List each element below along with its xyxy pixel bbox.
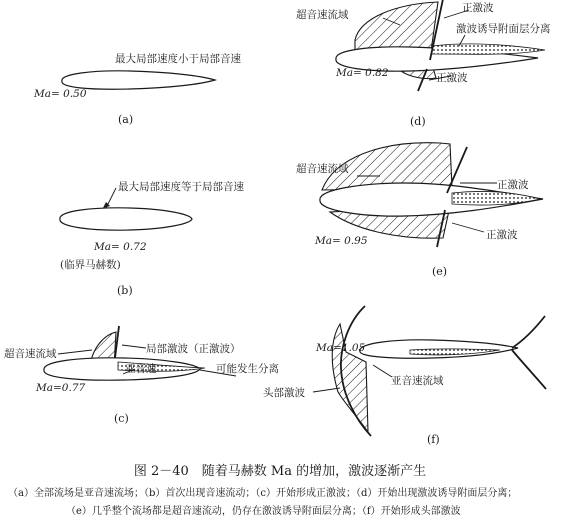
subsonic-label: 亚音速 [125, 363, 157, 375]
caption-line-1: （a）全部流场是亚音速流场；（b）首次出现音速流动；（c）开始形成正激波；（d）开始出现激波诱导附面层分离； [8, 488, 518, 499]
panel-tag: (a) [118, 113, 134, 126]
separation-label: 可能发生分离 [216, 363, 279, 375]
mach-label: Ma=0.77 [36, 382, 86, 394]
figure-caption [8, 463, 517, 517]
panel-tag: (d) [410, 115, 426, 128]
upper-trailing-shock [512, 316, 545, 348]
separation-wake [452, 191, 540, 205]
panel-tag: (c) [114, 412, 129, 425]
bow-shock-label: 头部激波 [263, 387, 305, 399]
upper-normal-shock-label: 正激波 [462, 2, 494, 14]
mach-label: Ma= 0.72 [94, 241, 147, 253]
panel-tag: (b) [117, 284, 133, 297]
panel-c [4, 326, 279, 425]
critical-mach-note: (临界马赫数) [60, 259, 121, 271]
supersonic-zone-label: 超音速流域 [4, 348, 57, 360]
mach-label: Ma= 0.50 [34, 88, 87, 100]
local-speed-note: 最大局部速度等于局部音速 [118, 181, 244, 193]
local-shock-label: 局部激波（正激波） [146, 343, 241, 355]
lower-trailing-shock [512, 350, 546, 389]
caption-line-2: （e）几乎整个流场都是超音速流动，仍存在激波诱导附面层分离；（f）开始形成头部激波 [66, 506, 461, 517]
separation-wake [432, 44, 545, 54]
panel-a [33, 52, 241, 126]
shock-leader [122, 345, 146, 348]
airfoil [60, 208, 192, 230]
panel-b [60, 180, 245, 297]
panel-tag: (f) [427, 433, 440, 446]
panel-f [263, 306, 546, 446]
supersonic-leader [58, 350, 92, 354]
panel-tag: (e) [432, 265, 448, 278]
shock-induced-separation-label: 激波诱导附面层分离 [456, 23, 551, 35]
local-speed-note: 最大局部速度小于局部音速 [115, 53, 241, 65]
panel-d [296, 0, 551, 128]
bow-supersonic-zone [332, 324, 368, 432]
mach-label: Ma= 0.82 [336, 67, 389, 79]
zone-label: 亚音速流域 [391, 375, 444, 387]
panel-e [296, 143, 543, 278]
mach-label: Ma= 0.95 [315, 235, 368, 247]
bow-shock-leader [313, 388, 340, 392]
supersonic-zone-label: 超音速流域 [296, 9, 349, 21]
caption-title: 图 2－40 随着马赫数 Ma 的增加，激波逐渐产生 [133, 464, 427, 479]
airfoil [62, 71, 215, 89]
upper-normal-shock-label: 正激波 [497, 179, 529, 191]
lower-normal-shock-label: 正激波 [486, 229, 518, 241]
supersonic-zone-label: 超音速流域 [296, 163, 349, 175]
lower-normal-shock-label: 正激波 [436, 72, 468, 84]
zone-leader [373, 365, 392, 377]
lower-shock-leader [452, 223, 484, 232]
mach-label: Ma=1.05 [316, 342, 366, 354]
